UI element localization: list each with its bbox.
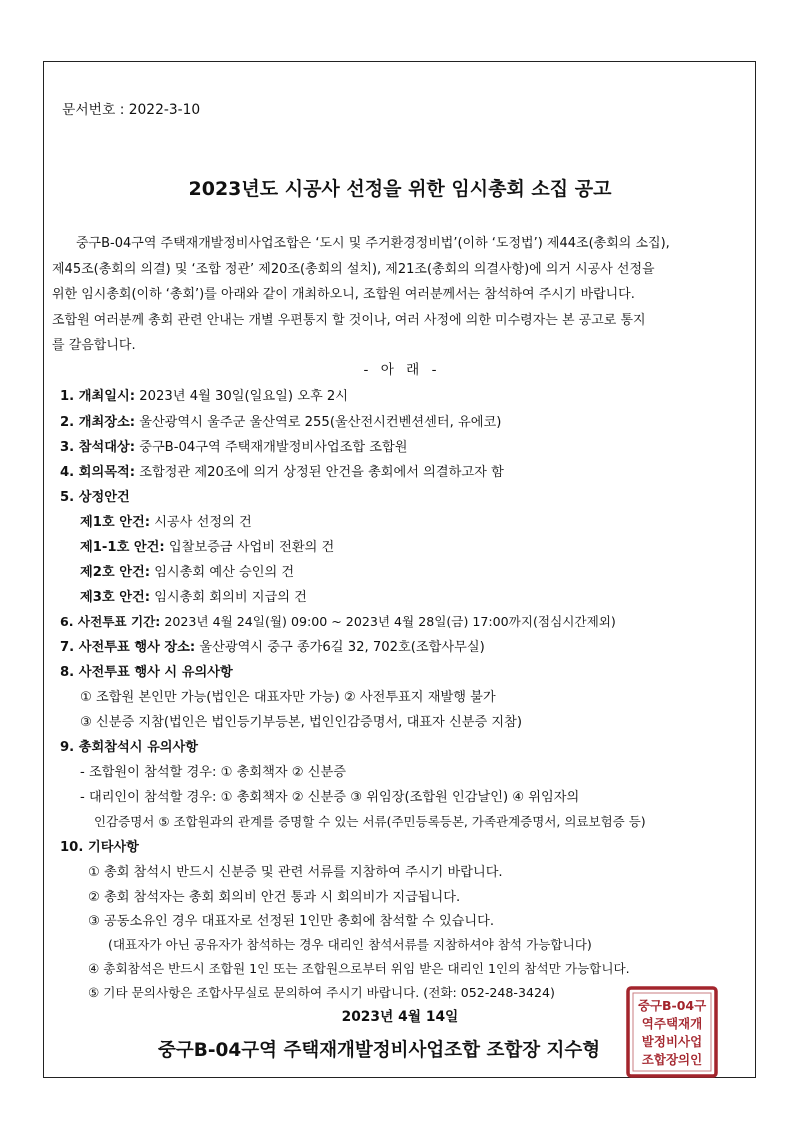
item-3-attendees: 3. 참석대상: 중구B-04구역 주택재개발정비사업조합 조합원	[60, 440, 408, 455]
item-8-early-voting-notes: 8. 사전투표 행사 시 유의사항	[60, 665, 233, 680]
item-9-attendance-notes: 9. 총회참석시 유의사항	[60, 740, 199, 755]
intro-line-2: 제45조(총회의 의결) 및 ‘조합 정관’ 제20조(총회의 설치), 제21조(총회의 의결사항)에 의거 시공사 선정을	[52, 262, 655, 277]
item-10-note-5: ⑤ 기타 문의사항은 조합사무실로 문의하여 주시기 바랍니다. (전화: 052-248-3424)	[88, 985, 555, 1000]
item-2-venue: 2. 개최장소: 울산광역시 울주군 울산역로 255(울산전시컨벤션센터, 유에코)	[60, 415, 502, 430]
item-8-note-b: ③ 신분증 지참(법인은 법인등기부등본, 법인인감증명서, 대표자 신분증 지참)	[80, 715, 523, 730]
item-6-early-voting-period: 6. 사전투표 기간: 2023년 4월 24일(월) 09:00 ~ 2023년 4월 28일(금) 17:00까지(점심시간제외)	[60, 614, 616, 629]
agenda-1-1: 제1-1호 안건: 입찰보증금 사업비 전환의 건	[80, 540, 335, 555]
item-10-note-3-detail: (대표자가 아닌 공유자가 참석하는 경우 대리인 참석서류를 지참하셔야 참석 가능합니다)	[108, 937, 592, 952]
item-5-agenda-heading: 5. 상정안건	[60, 490, 130, 505]
svg-text:발정비사업: 발정비사업	[641, 1034, 703, 1049]
intro-line-3: 위한 임시총회(이하 ‘총회’)를 아래와 같이 개최하오니, 조합원 여러분께서는 참석하여 주시기 바랍니다.	[52, 287, 635, 302]
document-number: 문서번호 : 2022-3-10	[62, 102, 201, 118]
item-7-early-voting-place: 7. 사전투표 행사 장소: 울산광역시 중구 종가6길 32, 702호(조합사무실)	[60, 640, 485, 655]
intro-line-1: 중구B-04구역 주택재개발정비사업조합은 ‘도시 및 주거환경정비법’(이하 ‘도정법’) 제44조(총회의 소집),	[76, 236, 670, 251]
svg-text:조합장의인: 조합장의인	[641, 1052, 703, 1067]
svg-text:역주택재개: 역주택재개	[641, 1016, 703, 1031]
official-seal-stamp	[625, 985, 719, 1079]
item-10-note-4: ④ 총회참석은 반드시 조합원 1인 또는 조합원으로부터 위임 받은 대리인 1인의 참석만 가능합니다.	[88, 961, 630, 976]
item-4-purpose: 4. 회의목적: 조합정관 제20조에 의거 상정된 안건을 총회에서 의결하고자 함	[60, 465, 504, 480]
below-heading: - 아 래 -	[363, 362, 437, 378]
agenda-3: 제3호 안건: 임시총회 회의비 지급의 건	[80, 590, 307, 605]
union-chair-signature: 중구B-04구역 주택재개발정비사업조합 조합장 지수형	[158, 1040, 601, 1061]
svg-text:중구B-04구: 중구B-04구	[637, 998, 707, 1013]
item-1-datetime: 1. 개최일시: 2023년 4월 30일(일요일) 오후 2시	[60, 389, 349, 404]
agenda-2: 제2호 안건: 임시총회 예산 승인의 건	[80, 565, 295, 580]
item-10-note-2: ② 총회 참석자는 총회 회의비 안건 통과 시 회의비가 지급됩니다.	[88, 890, 461, 905]
item-9-note-member: - 조합원이 참석할 경우: ① 총회책자 ② 신분증	[80, 765, 347, 780]
item-8-note-a: ① 조합원 본인만 가능(법인은 대표자만 가능) ② 사전투표지 재발행 불가	[80, 690, 496, 705]
agenda-1: 제1호 안건: 시공사 선정의 건	[80, 515, 252, 530]
item-9-note-proxy: - 대리인이 참석할 경우: ① 총회책자 ② 신분증 ③ 위임장(조합원 인감날인) ④ 위임자의	[80, 790, 580, 805]
intro-line-5: 를 갈음합니다.	[52, 338, 136, 353]
item-10-note-3: ③ 공동소유인 경우 대표자로 선정된 1인만 총회에 참석할 수 있습니다.	[88, 914, 495, 929]
announcement-date: 2023년 4월 14일	[341, 1009, 459, 1025]
notice-title: 2023년도 시공사 선정을 위한 임시총회 소집 공고	[188, 178, 612, 200]
item-9-note-proxy-cont: 인감증명서 ⑤ 조합원과의 관계를 증명할 수 있는 서류(주민등록등본, 가족관계증명서, 의료보험증 등)	[94, 814, 646, 829]
intro-line-4: 조합원 여러분께 총회 관련 안내는 개별 우편통지 할 것이나, 여러 사정에 의한 미수령자는 본 공고로 통지	[52, 313, 646, 328]
item-10-note-1: ① 총회 참석시 반드시 신분증 및 관련 서류를 지참하여 주시기 바랍니다.	[88, 865, 503, 880]
item-10-other: 10. 기타사항	[60, 840, 139, 855]
